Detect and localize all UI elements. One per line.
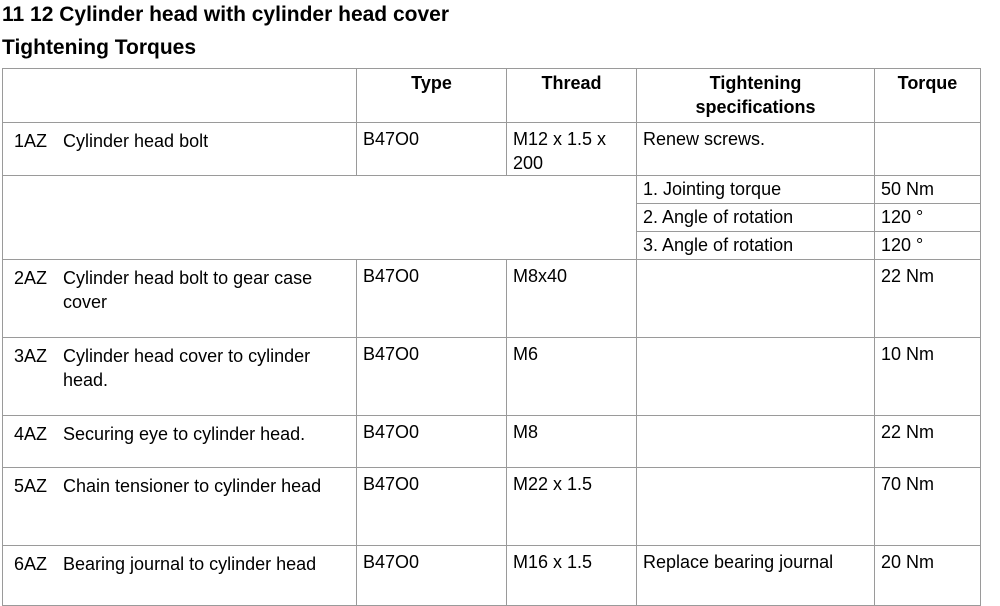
thread-cell: M6 <box>507 338 637 416</box>
step-torque-cell: 50 Nm <box>875 176 981 204</box>
type-cell: B47O0 <box>357 123 507 176</box>
item-cell <box>3 546 357 606</box>
type-cell: B47O0 <box>357 468 507 546</box>
table-row <box>3 123 981 176</box>
thread-cell: M8x40 <box>507 260 637 338</box>
header-specs: Tightening specifications <box>637 69 875 123</box>
torque-cell: 22 Nm <box>875 260 981 338</box>
torque-cell: 20 Nm <box>875 546 981 606</box>
step-spec-cell: 3. Angle of rotation <box>637 232 875 260</box>
spec-cell <box>637 338 875 416</box>
table-header-row <box>3 69 981 123</box>
step-torque-cell: 120 ° <box>875 204 981 232</box>
item-number: 5AZ <box>14 476 48 496</box>
empty-merged-cell <box>3 176 637 260</box>
item-description: Chain tensioner to cylinder head <box>63 476 322 496</box>
item-cell <box>3 468 357 546</box>
item-number: 2AZ <box>14 268 48 288</box>
header-type: Type <box>357 69 507 123</box>
item-cell <box>3 338 357 416</box>
thread-cell: M8 <box>507 416 637 468</box>
item-number: 1AZ <box>14 131 48 151</box>
torque-cell: 70 Nm <box>875 468 981 546</box>
header-torque: Torque <box>875 69 981 123</box>
item-cell <box>3 416 357 468</box>
step-spec-cell: 1. Jointing torque <box>637 176 875 204</box>
table-row <box>3 338 981 416</box>
spec-cell: Renew screws. <box>637 123 875 176</box>
item-number: 6AZ <box>14 554 48 574</box>
item-description: Cylinder head bolt to gear case cover <box>63 268 313 312</box>
item-cell <box>3 123 357 176</box>
item-cell <box>3 260 357 338</box>
step-row <box>3 176 981 204</box>
thread-cell: M12 x 1.5 x 200 <box>507 123 637 176</box>
torque-cell: 22 Nm <box>875 416 981 468</box>
table-row <box>3 260 981 338</box>
type-cell: B47O0 <box>357 546 507 606</box>
item-description: Bearing journal to cylinder head <box>63 554 317 574</box>
table-row <box>3 416 981 468</box>
step-spec-cell: 2. Angle of rotation <box>637 204 875 232</box>
spec-cell <box>637 260 875 338</box>
header-item <box>3 69 357 123</box>
header-thread: Thread <box>507 69 637 123</box>
document-title: 11 12 Cylinder head with cylinder head cover <box>2 3 450 26</box>
item-description: Cylinder head cover to cylinder head. <box>63 346 311 390</box>
spec-cell: Replace bearing journal <box>637 546 875 606</box>
spec-cell <box>637 416 875 468</box>
document-subtitle: Tightening Torques <box>2 36 197 59</box>
thread-cell: M22 x 1.5 <box>507 468 637 546</box>
spec-cell <box>637 468 875 546</box>
table-row <box>3 468 981 546</box>
item-description: Cylinder head bolt <box>63 131 209 151</box>
step-torque-cell: 120 ° <box>875 232 981 260</box>
table-row <box>3 546 981 606</box>
type-cell: B47O0 <box>357 260 507 338</box>
thread-cell: M16 x 1.5 <box>507 546 637 606</box>
torque-cell <box>875 123 981 176</box>
torque-cell: 10 Nm <box>875 338 981 416</box>
type-cell: B47O0 <box>357 416 507 468</box>
item-number: 4AZ <box>14 424 48 444</box>
torque-table <box>2 68 981 606</box>
item-number: 3AZ <box>14 346 48 366</box>
item-description: Securing eye to cylinder head. <box>63 424 306 444</box>
type-cell: B47O0 <box>357 338 507 416</box>
